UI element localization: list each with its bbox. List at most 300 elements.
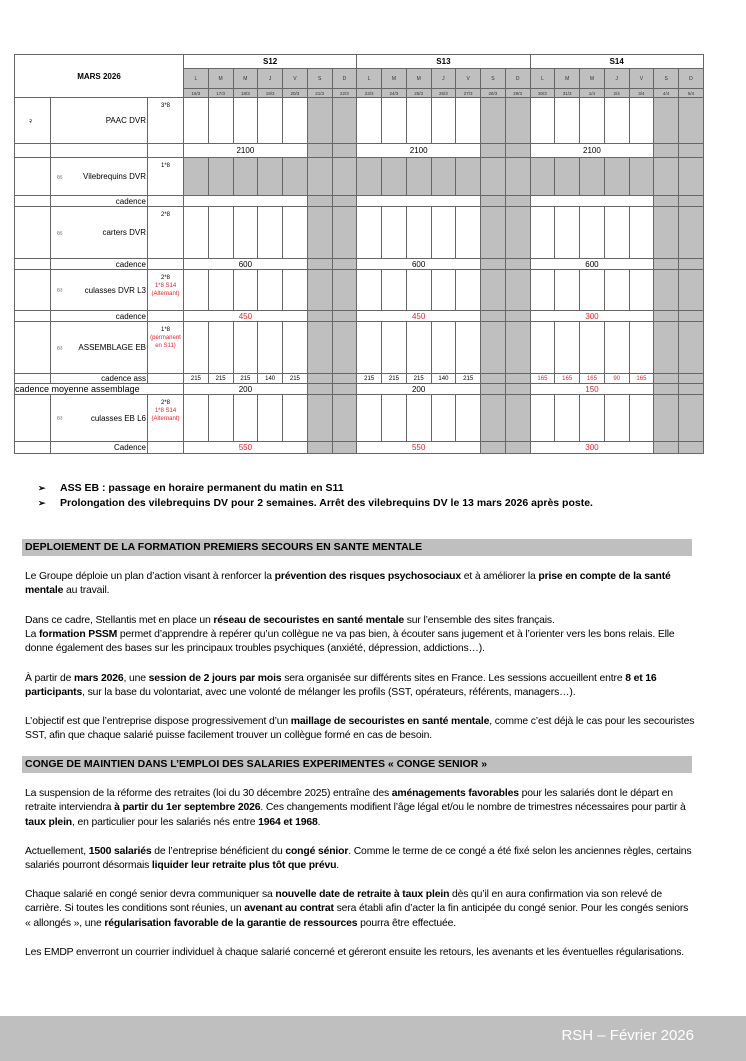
emphasis-text: 1500 salariés: [88, 846, 152, 857]
weekend-cell: [505, 144, 530, 158]
day-cell: [629, 322, 654, 374]
day-cell: [184, 98, 209, 144]
week-total: 550: [184, 442, 308, 454]
day-cell: [258, 98, 283, 144]
day-cell: [307, 270, 332, 311]
weekend-cell: [679, 144, 704, 158]
line-label: ASSEMBLAGE EB: [78, 343, 146, 352]
week-total: 2100: [530, 144, 654, 158]
week-label: S12: [184, 55, 357, 69]
day-cell: [382, 207, 407, 259]
day-date: 21/3: [307, 89, 332, 98]
day-cell: [357, 270, 382, 311]
day-cell: [604, 322, 629, 374]
body-text: sur l’ensemble des sites français.: [404, 615, 555, 626]
weekend-cell: [332, 144, 357, 158]
pssm-paragraph-5: [25, 715, 695, 744]
week-total: 450: [184, 311, 308, 322]
day-cell: [406, 158, 431, 196]
day-cell: [332, 270, 357, 311]
daily-cadence: 140: [431, 374, 456, 384]
day-cell: [431, 158, 456, 196]
week-total: [530, 196, 654, 207]
day-cell: [654, 207, 679, 259]
weekend-cell: [332, 196, 357, 207]
row-marker: [15, 311, 51, 322]
day-cell: [456, 207, 481, 259]
body-text: .: [336, 860, 340, 872]
line-name: [51, 98, 148, 144]
body-text: , une: [123, 673, 149, 684]
day-cell: [283, 270, 308, 311]
header-weeks-row: [15, 55, 704, 69]
day-cell: [307, 98, 332, 144]
day-cell: [258, 322, 283, 374]
weekend-cell: [307, 374, 332, 384]
day-cell: [332, 207, 357, 259]
daily-cadence: 140: [258, 374, 283, 384]
weekend-cell: [654, 311, 679, 322]
weekend-cell: [654, 196, 679, 207]
line-label: culasses DVR L3: [84, 285, 146, 295]
body-text: L’objectif est que l’entreprise dispose progressivement d’un: [25, 716, 291, 727]
emphasis-text: mars 2026: [74, 673, 124, 684]
day-cell: [208, 395, 233, 442]
day-cell: [406, 207, 431, 259]
senior-paragraph-2: [25, 845, 695, 874]
line-code: B3: [57, 345, 63, 350]
day-date: 27/3: [456, 89, 481, 98]
daily-cadence: 165: [580, 374, 605, 384]
empty-cell: [148, 196, 184, 207]
day-cell: [580, 207, 605, 259]
day-date: 3/4: [629, 89, 654, 98]
cadence-label: cadence: [51, 311, 148, 322]
cadence-label: Cadence: [51, 442, 148, 454]
day-date: 18/3: [233, 89, 258, 98]
day-cell: [654, 322, 679, 374]
shift-pattern: [148, 395, 184, 442]
note-item: [38, 496, 593, 511]
emphasis-text: nouvelle date de retraite à taux plein: [275, 889, 450, 900]
day-cell: [505, 270, 530, 311]
day-cell: [357, 395, 382, 442]
shift-value: 1*8: [160, 327, 170, 333]
weekend-cell: [307, 442, 332, 454]
shift-pattern: [148, 207, 184, 259]
week-total: 600: [357, 259, 481, 270]
day-cell: [555, 98, 580, 144]
weekend-cell: [505, 442, 530, 454]
emphasis-text: 8 et 16 participants: [25, 673, 657, 699]
line-name: [51, 270, 148, 311]
day-cell: [283, 322, 308, 374]
weekend-cell: [481, 259, 506, 270]
daily-cadence: 90: [604, 374, 629, 384]
daily-cadence: 215: [208, 374, 233, 384]
weekend-cell: [481, 384, 506, 395]
day-cell: [530, 395, 555, 442]
day-cell: [283, 395, 308, 442]
day-cell: [481, 207, 506, 259]
day-date: 26/3: [431, 89, 456, 98]
cadence-label: cadence: [51, 259, 148, 270]
day-cell: [604, 207, 629, 259]
day-cell: [530, 207, 555, 259]
weekend-cell: [654, 144, 679, 158]
senior-paragraph-1: [25, 787, 695, 830]
day-letter: V: [629, 69, 654, 89]
line-label: PAAC DVR: [105, 116, 146, 125]
day-letter: M: [233, 69, 258, 89]
day-cell: [679, 158, 704, 196]
day-cell: [530, 322, 555, 374]
weekend-cell: [505, 196, 530, 207]
emphasis-text: 1964 et 1968: [258, 816, 318, 828]
day-cell: [332, 98, 357, 144]
emphasis-text: congé sénior: [285, 846, 349, 857]
week-total: 600: [184, 259, 308, 270]
day-cell: [307, 158, 332, 196]
weekend-cell: [654, 374, 679, 384]
day-cell: [555, 270, 580, 311]
row-marker: [15, 322, 51, 374]
weekend-cell: [481, 442, 506, 454]
day-cell: [555, 395, 580, 442]
week-total: 450: [357, 311, 481, 322]
daily-cadence: 215: [382, 374, 407, 384]
daily-cadence: 215: [233, 374, 258, 384]
senior-paragraph-4: [25, 946, 695, 960]
day-date: 23/3: [357, 89, 382, 98]
pssm-paragraph-1: [25, 570, 695, 599]
line-code: B5: [57, 230, 63, 235]
day-cell: [233, 207, 258, 259]
body-text: dès qu’il en aura confirmation via son relevé de carrière. Si toutes les conditions sont réunies, un: [25, 889, 662, 915]
day-cell: [530, 158, 555, 196]
weekend-cell: [505, 259, 530, 270]
shift-note: (Alternant): [151, 416, 180, 422]
day-cell: [382, 395, 407, 442]
day-cell: [629, 270, 654, 311]
day-cell: [406, 270, 431, 311]
body-text: , sur la base du volontariat, avec une volonté de mélanger les profils (SST, opérateurs, référents, managers…).: [82, 687, 576, 699]
line-name: [51, 322, 148, 374]
emphasis-text: liquider leur retraite plus tôt que prévu: [151, 860, 337, 872]
day-cell: [332, 322, 357, 374]
cadence-row-vilebrequins: [15, 196, 704, 207]
row-marker: [15, 158, 51, 196]
cadence-label: cadence ass: [51, 374, 148, 384]
row-marker: [15, 374, 51, 384]
day-cell: [481, 270, 506, 311]
line-label: culasses EB L6: [90, 413, 146, 423]
footer-label: RSH – Février 2026: [561, 1027, 694, 1044]
day-cell: [258, 395, 283, 442]
week-total: [357, 196, 481, 207]
day-cell: [679, 270, 704, 311]
weekend-cell: [332, 442, 357, 454]
emphasis-text: régularisation favorable de la garantie de ressources: [104, 917, 358, 929]
empty-cell: [51, 144, 148, 158]
day-cell: [431, 395, 456, 442]
weekend-cell: [481, 311, 506, 322]
weekend-cell: [505, 311, 530, 322]
day-letter: J: [604, 69, 629, 89]
body-text: sera organisée sur différents sites en France. Les sessions accueillent entre: [281, 673, 626, 684]
body-text: , en particulier pour les salariés nés entre: [72, 816, 259, 828]
day-cell: [456, 98, 481, 144]
day-cell: [654, 395, 679, 442]
shift-note: en S11): [155, 343, 176, 349]
weekend-cell: [679, 259, 704, 270]
row-marker: [15, 196, 51, 207]
weekend-cell: [654, 442, 679, 454]
day-cell: [505, 395, 530, 442]
day-cell: [555, 158, 580, 196]
day-cell: [530, 98, 555, 144]
emphasis-text: à partir du 1er septembre 2026: [114, 802, 261, 814]
cadence-row-paac: [15, 144, 704, 158]
line-name: [51, 207, 148, 259]
weekend-cell: [307, 144, 332, 158]
body-text: pourra être effectuée.: [357, 917, 457, 929]
day-cell: [307, 322, 332, 374]
day-cell: [431, 207, 456, 259]
empty-cell: [148, 259, 184, 270]
day-cell: [604, 158, 629, 196]
body-text: , comme c’est déjà le cas pour les secouristes SST, afin que chaque salarié puisse facilement trouver un collègue formé en cas de besoin.: [25, 716, 695, 742]
day-letter: D: [332, 69, 357, 89]
body-text: La: [25, 629, 39, 640]
line-label: Vilebrequins DVR: [83, 172, 146, 181]
day-cell: [332, 158, 357, 196]
body-text: .: [317, 816, 321, 828]
body-text: sera établi afin d’acter la fin anticipée du congé senior. Pour les congés seniors « allongés », une: [25, 903, 689, 929]
average-cadence-row: [15, 384, 704, 395]
line-name: [51, 395, 148, 442]
shift-pattern: [148, 270, 184, 311]
day-cell: [456, 158, 481, 196]
row-marker: [15, 207, 51, 259]
day-letter: V: [283, 69, 308, 89]
section-title-conge-senior: CONGE DE MAINTIEN DANS L’EMPLOI DES SALARIES EXPERIMENTES « CONGE SENIOR »: [22, 756, 692, 773]
day-date: 1/4: [580, 89, 605, 98]
emphasis-text: avenant au contrat: [244, 903, 334, 915]
body-text: Actuellement,: [25, 846, 89, 857]
note-text: Prolongation des vilebrequins DV pour 2 semaines. Arrêt des vilebrequins DV le 13 mars 2026 après poste.: [60, 497, 593, 509]
day-cell: [679, 98, 704, 144]
emphasis-text: aménagements favorables: [391, 788, 519, 799]
day-cell: [629, 158, 654, 196]
week-total: 300: [530, 311, 654, 322]
cadence-row-culasses_l6: [15, 442, 704, 454]
table-title: MARS 2026: [15, 55, 184, 98]
body-text: À partir de: [25, 673, 75, 684]
day-date: 22/3: [332, 89, 357, 98]
shift-note: (permanent: [150, 335, 181, 341]
day-cell: [679, 207, 704, 259]
day-letter: M: [406, 69, 431, 89]
weekend-cell: [505, 384, 530, 395]
line-row-culasses_l3: [15, 270, 704, 311]
day-cell: [481, 158, 506, 196]
note-item: [38, 481, 593, 496]
day-cell: [629, 207, 654, 259]
day-date: 17/3: [208, 89, 233, 98]
day-letter: M: [555, 69, 580, 89]
week-total: 200: [357, 384, 481, 395]
day-cell: [382, 158, 407, 196]
section-title-pssm: DEPLOIEMENT DE LA FORMATION PREMIERS SECOURS EN SANTE MENTALE: [22, 539, 692, 556]
day-cell: [357, 207, 382, 259]
day-cell: [505, 158, 530, 196]
day-cell: [307, 207, 332, 259]
row-marker: [15, 144, 51, 158]
day-cell: [679, 322, 704, 374]
day-cell: [233, 322, 258, 374]
weekend-cell: [332, 374, 357, 384]
day-cell: [604, 395, 629, 442]
day-date: 28/3: [481, 89, 506, 98]
day-cell: [580, 395, 605, 442]
senior-paragraph-3: [25, 888, 695, 931]
shift-value: 2*8: [160, 400, 170, 406]
daily-cadence: 165: [555, 374, 580, 384]
day-letter: M: [208, 69, 233, 89]
emphasis-text: formation PSSM: [39, 629, 118, 640]
day-letter: M: [580, 69, 605, 89]
day-cell: [283, 98, 308, 144]
day-cell: [184, 395, 209, 442]
week-total: 300: [530, 442, 654, 454]
day-cell: [431, 270, 456, 311]
body-text: pour les salariés dont le départ en retraite interviendra: [25, 788, 673, 814]
weekend-cell: [654, 384, 679, 395]
day-cell: [481, 98, 506, 144]
body-text: de l’entreprise bénéficient du: [151, 846, 286, 857]
day-cell: [481, 322, 506, 374]
shift-pattern: [148, 98, 184, 144]
shift-note: 1*8 S14: [154, 283, 177, 289]
weekend-cell: [481, 144, 506, 158]
weekend-cell: [654, 259, 679, 270]
line-code: B3: [57, 415, 63, 421]
weekend-cell: [307, 259, 332, 270]
line-row-culasses_l6: [15, 395, 704, 442]
day-cell: [406, 322, 431, 374]
day-cell: [357, 98, 382, 144]
week-total: 150: [530, 384, 654, 395]
weekend-cell: [481, 196, 506, 207]
arrow-bullet-icon: ➢: [38, 498, 46, 508]
day-cell: [629, 98, 654, 144]
day-cell: [629, 395, 654, 442]
body-text: . Ces changements modifient l’âge légal et/ou le nombre de trimestres nécessaires pour partir à: [260, 802, 686, 814]
day-letter: L: [357, 69, 382, 89]
weekend-cell: [332, 259, 357, 270]
body-text: et à améliorer la: [460, 571, 539, 582]
day-cell: [208, 158, 233, 196]
body-text: au travail.: [63, 585, 110, 597]
day-cell: [258, 207, 283, 259]
week-total: 2100: [357, 144, 481, 158]
week-total: [184, 196, 308, 207]
line-row-assemblage: [15, 322, 704, 374]
week-label: S14: [530, 55, 703, 69]
day-cell: [679, 395, 704, 442]
body-text: Chaque salarié en congé senior devra communiquer sa: [25, 889, 276, 900]
week-label: S13: [357, 55, 530, 69]
day-date: 25/3: [406, 89, 431, 98]
emphasis-text: session de 2 jours par mois: [148, 673, 282, 684]
daily-cadence: 165: [629, 374, 654, 384]
day-cell: [555, 322, 580, 374]
weekend-cell: [332, 384, 357, 395]
page-footer: [0, 1016, 746, 1061]
production-plan-table: [14, 54, 704, 454]
pssm-paragraph-3: [25, 628, 695, 657]
day-cell: [233, 158, 258, 196]
emphasis-text: taux plein: [25, 816, 72, 828]
day-cell: [456, 395, 481, 442]
week-total: 600: [530, 259, 654, 270]
week-total: 2100: [184, 144, 308, 158]
body-text: Le Groupe déploie un plan d’action visant à renforcer la: [25, 571, 275, 582]
row-marker: [15, 270, 51, 311]
emphasis-text: réseau de secouristes en santé mentale: [213, 615, 405, 626]
line-row-carters: [15, 207, 704, 259]
day-cell: [233, 98, 258, 144]
day-cell: [208, 98, 233, 144]
weekend-cell: [505, 374, 530, 384]
average-cadence-label: cadence moyenne assemblage: [15, 384, 184, 395]
day-cell: [283, 158, 308, 196]
day-cell: [233, 270, 258, 311]
weekend-cell: [679, 374, 704, 384]
day-cell: [258, 270, 283, 311]
day-letter: J: [431, 69, 456, 89]
shift-value: 2*8: [160, 212, 170, 218]
day-cell: [208, 207, 233, 259]
day-letter: J: [258, 69, 283, 89]
row-marker: [15, 259, 51, 270]
day-cell: [530, 270, 555, 311]
day-date: 30/3: [530, 89, 555, 98]
day-cell: [456, 270, 481, 311]
daily-cadence: 215: [283, 374, 308, 384]
day-letter: D: [505, 69, 530, 89]
day-cell: [184, 158, 209, 196]
day-cell: [357, 322, 382, 374]
shift-note: (Alternant): [151, 291, 180, 297]
day-date: 19/3: [258, 89, 283, 98]
line-label: carters DVR: [102, 228, 146, 237]
line-code: B5: [57, 174, 63, 179]
day-letter: L: [184, 69, 209, 89]
arrow-bullet-icon: ➢: [38, 483, 46, 493]
day-cell: [431, 322, 456, 374]
day-cell: [208, 270, 233, 311]
weekend-cell: [679, 311, 704, 322]
day-cell: [208, 322, 233, 374]
day-date: 24/3: [382, 89, 407, 98]
day-cell: [555, 207, 580, 259]
day-letter: S: [481, 69, 506, 89]
shift-note: 1*8 S14: [154, 408, 177, 414]
pssm-paragraph-2: [25, 614, 695, 628]
day-cell: [184, 322, 209, 374]
